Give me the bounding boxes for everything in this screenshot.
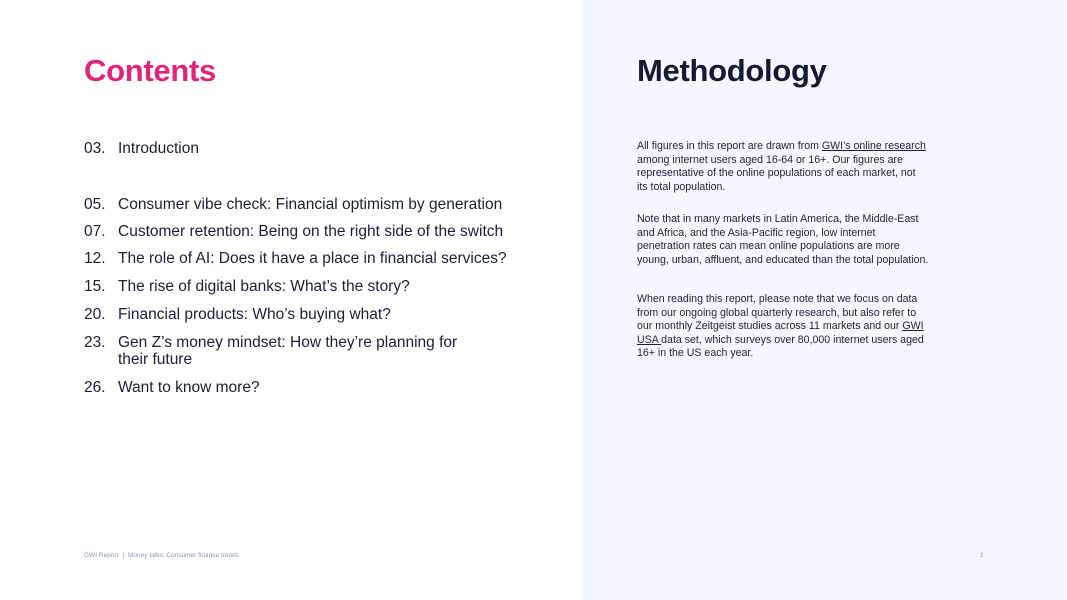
paragraph-text: among internet users aged 16-64 or 16+. Our figures are representative of the online populations of each market, not its total population. [637,153,916,193]
toc-item[interactable] [84,250,544,267]
methodology-paragraph-1 [637,140,929,194]
footer-separator: | [122,552,125,559]
toc-item[interactable] [84,196,544,213]
gwi-usa-link[interactable]: GWI USA [637,320,924,346]
toc-label: Want to know more? [118,379,260,396]
toc-item[interactable] [84,334,484,368]
gwi-online-research-link[interactable]: GWI’s online research [821,140,926,152]
footer-report-info [84,552,239,559]
toc-page-number: 12. [84,250,106,267]
page-number: 2 [980,552,984,559]
footer-report-subtitle: Money talks: Consumer finance trends [128,552,239,559]
methodology-paragraph-2: Note that in many markets in Latin America, the Middle-East and Africa, and the Asia-Pacific region, low internet penetration rates can mean online populations are more young, urban, affluent, and educated than the total population. [637,213,929,266]
toc-label: Customer retention: Being on the right side of the switch [118,223,504,240]
toc-label: The rise of digital banks: What’s the story? [118,278,410,295]
paragraph-text: When reading this report, please note that we focus on data from our ongoing global quarterly research, but also refer to our monthly Zeitgeist studies across 11 markets and our [637,293,918,332]
paragraph-text: All figures in this report are drawn from [637,140,822,152]
toc-item[interactable] [84,379,544,396]
paragraph-text: data set, which surveys over 80,000 internet users aged 16+ in the US each year. [637,333,924,359]
toc-item[interactable] [84,223,544,240]
toc-label: Consumer vibe check: Financial optimism by generation [118,196,503,213]
contents-title: Contents [84,53,216,88]
footer-report-name: GWI Report [84,552,119,559]
methodology-title: Methodology [637,53,827,88]
toc-label: Financial products: Who’s buying what? [118,306,391,323]
toc-item[interactable] [84,278,544,295]
toc-page-number: 23. [84,334,106,351]
toc-item[interactable] [84,306,544,323]
toc-page-number: 26. [84,379,106,396]
toc-page-number: 07. [84,223,106,240]
toc-label: The role of AI: Does it have a place in financial services? [118,250,507,267]
toc-page-number: 20. [84,306,106,323]
toc-page-number: 03. [84,140,106,157]
toc-page-number: 15. [84,278,106,295]
toc-page-number: 05. [84,196,106,213]
toc-item[interactable] [84,140,544,157]
toc-label: Introduction [118,140,199,157]
toc-label: Gen Z’s money mindset: How they’re planning for their future [118,334,458,368]
methodology-paragraph-3 [637,293,929,361]
